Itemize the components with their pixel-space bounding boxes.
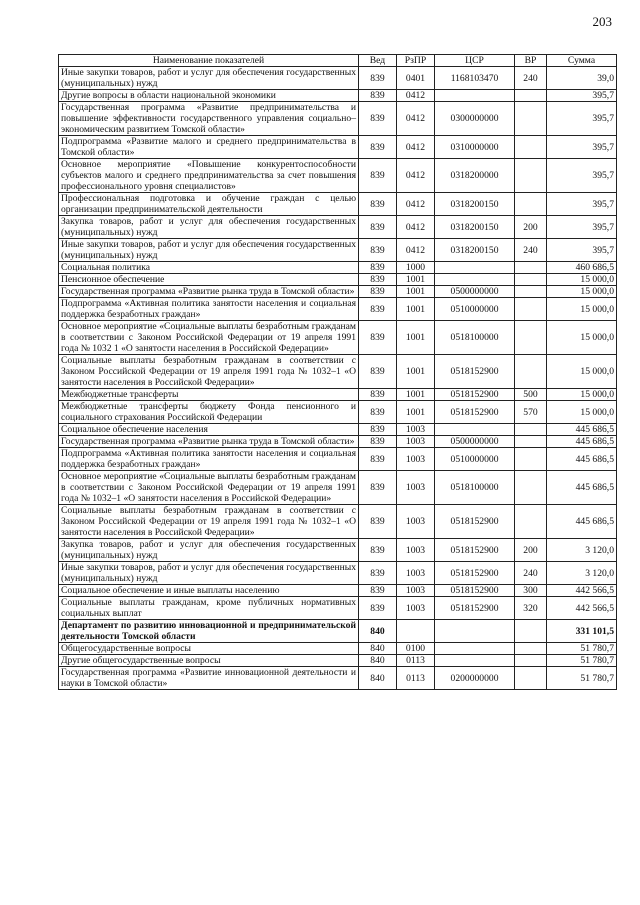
cell-ved: 839 xyxy=(359,539,397,562)
cell-vr xyxy=(515,424,547,436)
cell-rzpr: 0412 xyxy=(397,90,435,102)
cell-rzpr xyxy=(397,620,435,643)
cell-name: Социальная политика xyxy=(59,262,359,274)
cell-sum: 442 566,5 xyxy=(547,597,617,620)
cell-csr xyxy=(435,274,515,286)
cell-ved: 840 xyxy=(359,620,397,643)
cell-rzpr: 0412 xyxy=(397,216,435,239)
cell-ved: 839 xyxy=(359,424,397,436)
cell-ved: 839 xyxy=(359,597,397,620)
cell-csr xyxy=(435,424,515,436)
header-ved: Вед xyxy=(359,55,397,67)
table-row xyxy=(59,620,617,643)
cell-ved: 839 xyxy=(359,159,397,193)
cell-name: Подпрограмма «Активная политика занятости населения и социальная поддержка безработных граждан» xyxy=(59,298,359,321)
cell-rzpr: 1001 xyxy=(397,355,435,389)
cell-ved: 839 xyxy=(359,448,397,471)
budget-table xyxy=(58,54,617,690)
table-row xyxy=(59,193,617,216)
cell-rzpr: 0412 xyxy=(397,239,435,262)
cell-rzpr: 1001 xyxy=(397,274,435,286)
page-number: 203 xyxy=(592,14,612,29)
table-row xyxy=(59,102,617,136)
cell-vr xyxy=(515,655,547,667)
table-row xyxy=(59,136,617,159)
cell-rzpr: 1003 xyxy=(397,505,435,539)
table-header-row xyxy=(59,55,617,67)
cell-sum: 445 686,5 xyxy=(547,505,617,539)
cell-name: Основное мероприятие «Повышение конкурентоспособности субъектов малого и среднего предпринимательства за счет повышения профессионального уровня специалистов» xyxy=(59,159,359,193)
cell-name: Основное мероприятие «Социальные выплаты безработным гражданам в соответствии с Законом Российской Федерации от 19 апреля 1991 года № 1032–1 «О занятости населения в Российской Федерации» xyxy=(59,471,359,505)
cell-name: Департамент по развитию инновационной и предпринимательской деятельности Томской области xyxy=(59,620,359,643)
cell-ved: 839 xyxy=(359,262,397,274)
cell-csr: 0200000000 xyxy=(435,667,515,690)
cell-ved: 839 xyxy=(359,436,397,448)
cell-rzpr: 1001 xyxy=(397,401,435,424)
cell-name: Межбюджетные трансферты бюджету Фонда пенсионного и социального страхования Российской Федерации xyxy=(59,401,359,424)
cell-vr: 200 xyxy=(515,216,547,239)
cell-csr: 0518152900 xyxy=(435,597,515,620)
cell-ved: 839 xyxy=(359,471,397,505)
cell-name: Социальные выплаты безработным гражданам в соответствии с Законом Российской Федерации от 19 апреля 1991 года № 1032–1 «О занятости населения в Российской Федерации» xyxy=(59,505,359,539)
cell-name: Закупка товаров, работ и услуг для обеспечения государственных (муниципальных) нужд xyxy=(59,216,359,239)
cell-name: Социальные выплаты безработным гражданам в соответствии с Законом Российской Федерации от 19 апреля 1991 года № 1032–1 «О занятости населения в Российской Федерации» xyxy=(59,355,359,389)
cell-csr xyxy=(435,90,515,102)
table-row xyxy=(59,505,617,539)
table-row xyxy=(59,355,617,389)
table-row xyxy=(59,655,617,667)
cell-name: Государственная программа «Развитие инновационной деятельности и науки в Томской области» xyxy=(59,667,359,690)
cell-rzpr: 1003 xyxy=(397,471,435,505)
cell-rzpr: 1003 xyxy=(397,539,435,562)
cell-csr: 0518100000 xyxy=(435,321,515,355)
cell-sum: 51 780,7 xyxy=(547,655,617,667)
cell-sum: 15 000,0 xyxy=(547,286,617,298)
cell-name: Подпрограмма «Активная политика занятости населения и социальная поддержка безработных граждан» xyxy=(59,448,359,471)
cell-csr: 0310000000 xyxy=(435,136,515,159)
cell-sum: 395,7 xyxy=(547,159,617,193)
cell-name: Социальные выплаты гражданам, кроме публичных нормативных социальных выплат xyxy=(59,597,359,620)
cell-ved: 839 xyxy=(359,216,397,239)
cell-name: Иные закупки товаров, работ и услуг для обеспечения государственных (муниципальных) нужд xyxy=(59,562,359,585)
cell-rzpr: 1001 xyxy=(397,298,435,321)
cell-vr xyxy=(515,620,547,643)
table-row xyxy=(59,401,617,424)
cell-csr: 1168103470 xyxy=(435,67,515,90)
cell-ved: 840 xyxy=(359,667,397,690)
cell-vr: 300 xyxy=(515,585,547,597)
cell-rzpr: 1003 xyxy=(397,597,435,620)
cell-ved: 839 xyxy=(359,355,397,389)
cell-rzpr: 1003 xyxy=(397,585,435,597)
cell-rzpr: 0100 xyxy=(397,643,435,655)
cell-sum: 15 000,0 xyxy=(547,298,617,321)
cell-name: Иные закупки товаров, работ и услуг для обеспечения государственных (муниципальных) нужд xyxy=(59,239,359,262)
cell-rzpr: 1001 xyxy=(397,286,435,298)
cell-ved: 839 xyxy=(359,389,397,401)
cell-rzpr: 0412 xyxy=(397,102,435,136)
header-sum: Сумма xyxy=(547,55,617,67)
cell-csr: 0518152900 xyxy=(435,389,515,401)
cell-csr: 0318200000 xyxy=(435,159,515,193)
cell-rzpr: 1003 xyxy=(397,562,435,585)
table-row xyxy=(59,562,617,585)
cell-csr: 0300000000 xyxy=(435,102,515,136)
cell-sum: 39,0 xyxy=(547,67,617,90)
cell-sum: 395,7 xyxy=(547,239,617,262)
cell-rzpr: 1000 xyxy=(397,262,435,274)
cell-name: Межбюджетные трансферты xyxy=(59,389,359,401)
cell-sum: 15 000,0 xyxy=(547,389,617,401)
cell-csr: 0518152900 xyxy=(435,401,515,424)
cell-vr: 240 xyxy=(515,562,547,585)
cell-ved: 839 xyxy=(359,298,397,321)
cell-vr: 500 xyxy=(515,389,547,401)
cell-ved: 839 xyxy=(359,239,397,262)
cell-sum: 15 000,0 xyxy=(547,321,617,355)
cell-name: Другие общегосударственные вопросы xyxy=(59,655,359,667)
cell-sum: 395,7 xyxy=(547,102,617,136)
cell-ved: 839 xyxy=(359,90,397,102)
cell-vr xyxy=(515,505,547,539)
cell-vr xyxy=(515,448,547,471)
cell-vr: 320 xyxy=(515,597,547,620)
table-row xyxy=(59,274,617,286)
cell-vr xyxy=(515,298,547,321)
cell-ved: 839 xyxy=(359,286,397,298)
cell-vr xyxy=(515,159,547,193)
cell-vr xyxy=(515,286,547,298)
cell-csr xyxy=(435,620,515,643)
cell-sum: 331 101,5 xyxy=(547,620,617,643)
table-row xyxy=(59,239,617,262)
cell-rzpr: 1001 xyxy=(397,321,435,355)
table-row xyxy=(59,448,617,471)
cell-vr xyxy=(515,471,547,505)
cell-rzpr: 1003 xyxy=(397,436,435,448)
cell-ved: 839 xyxy=(359,401,397,424)
cell-vr xyxy=(515,136,547,159)
cell-vr: 240 xyxy=(515,239,547,262)
table-row xyxy=(59,597,617,620)
cell-ved: 839 xyxy=(359,562,397,585)
cell-csr: 0318200150 xyxy=(435,239,515,262)
cell-name: Иные закупки товаров, работ и услуг для обеспечения государственных (муниципальных) нужд xyxy=(59,67,359,90)
cell-csr xyxy=(435,655,515,667)
cell-ved: 839 xyxy=(359,505,397,539)
table-row xyxy=(59,389,617,401)
table-row xyxy=(59,585,617,597)
cell-sum: 15 000,0 xyxy=(547,401,617,424)
cell-csr: 0518152900 xyxy=(435,562,515,585)
cell-ved: 839 xyxy=(359,136,397,159)
cell-vr: 570 xyxy=(515,401,547,424)
cell-sum: 395,7 xyxy=(547,136,617,159)
cell-csr xyxy=(435,262,515,274)
cell-csr: 0510000000 xyxy=(435,298,515,321)
cell-name: Социальное обеспечение и иные выплаты населению xyxy=(59,585,359,597)
cell-sum: 15 000,0 xyxy=(547,274,617,286)
header-name: Наименование показателей xyxy=(59,55,359,67)
cell-csr: 0518152900 xyxy=(435,585,515,597)
cell-vr xyxy=(515,355,547,389)
cell-vr xyxy=(515,193,547,216)
cell-sum: 445 686,5 xyxy=(547,436,617,448)
table-row xyxy=(59,262,617,274)
cell-name: Основное мероприятие «Социальные выплаты безработным гражданам в соответствии с Законом Российской Федерации от 19 апреля 1991 года № 1032 1 «О занятости населения в Российской Федерации» xyxy=(59,321,359,355)
cell-rzpr: 1003 xyxy=(397,424,435,436)
cell-vr xyxy=(515,436,547,448)
table-row xyxy=(59,298,617,321)
cell-sum: 395,7 xyxy=(547,193,617,216)
table-row xyxy=(59,436,617,448)
cell-ved: 839 xyxy=(359,274,397,286)
cell-csr: 0510000000 xyxy=(435,448,515,471)
cell-sum: 3 120,0 xyxy=(547,539,617,562)
cell-sum: 3 120,0 xyxy=(547,562,617,585)
cell-rzpr: 0412 xyxy=(397,193,435,216)
cell-name: Государственная программа «Развитие предпринимательства и повышение эффективности государственного управления социально–экономическим развитием Томской области» xyxy=(59,102,359,136)
cell-vr: 240 xyxy=(515,67,547,90)
cell-name: Другие вопросы в области национальной экономики xyxy=(59,90,359,102)
table-row xyxy=(59,216,617,239)
table-row xyxy=(59,539,617,562)
cell-vr xyxy=(515,667,547,690)
header-csr: ЦСР xyxy=(435,55,515,67)
cell-sum: 445 686,5 xyxy=(547,471,617,505)
cell-rzpr: 1001 xyxy=(397,389,435,401)
cell-name: Государственная программа «Развитие рынка труда в Томской области» xyxy=(59,436,359,448)
cell-ved: 839 xyxy=(359,193,397,216)
cell-name: Пенсионное обеспечение xyxy=(59,274,359,286)
header-vr: ВР xyxy=(515,55,547,67)
cell-sum: 15 000,0 xyxy=(547,355,617,389)
cell-sum: 51 780,7 xyxy=(547,643,617,655)
cell-ved: 839 xyxy=(359,321,397,355)
header-rzpr: РзПР xyxy=(397,55,435,67)
cell-rzpr: 0412 xyxy=(397,136,435,159)
table-row xyxy=(59,159,617,193)
cell-csr xyxy=(435,643,515,655)
cell-rzpr: 0412 xyxy=(397,159,435,193)
table-row xyxy=(59,643,617,655)
table-row xyxy=(59,667,617,690)
cell-rzpr: 0113 xyxy=(397,655,435,667)
cell-sum: 51 780,7 xyxy=(547,667,617,690)
cell-vr xyxy=(515,321,547,355)
cell-csr: 0500000000 xyxy=(435,286,515,298)
cell-sum: 395,7 xyxy=(547,216,617,239)
cell-ved: 840 xyxy=(359,655,397,667)
cell-csr: 0518152900 xyxy=(435,355,515,389)
cell-sum: 445 686,5 xyxy=(547,424,617,436)
cell-vr xyxy=(515,262,547,274)
cell-csr: 0518152900 xyxy=(435,505,515,539)
cell-csr: 0518100000 xyxy=(435,471,515,505)
cell-rzpr: 0401 xyxy=(397,67,435,90)
cell-vr xyxy=(515,274,547,286)
cell-name: Социальное обеспечение населения xyxy=(59,424,359,436)
cell-name: Закупка товаров, работ и услуг для обеспечения государственных (муниципальных) нужд xyxy=(59,539,359,562)
table-row xyxy=(59,90,617,102)
cell-name: Подпрограмма «Развитие малого и среднего предпринимательства в Томской области» xyxy=(59,136,359,159)
cell-csr: 0518152900 xyxy=(435,539,515,562)
cell-ved: 839 xyxy=(359,102,397,136)
cell-rzpr: 0113 xyxy=(397,667,435,690)
cell-ved: 840 xyxy=(359,643,397,655)
cell-vr xyxy=(515,90,547,102)
cell-sum: 445 686,5 xyxy=(547,448,617,471)
cell-csr: 0318200150 xyxy=(435,216,515,239)
cell-ved: 839 xyxy=(359,67,397,90)
cell-sum: 442 566,5 xyxy=(547,585,617,597)
cell-vr xyxy=(515,102,547,136)
cell-name: Профессиональная подготовка и обучение граждан с целью организации предпринимательской деятельности xyxy=(59,193,359,216)
cell-ved: 839 xyxy=(359,585,397,597)
table-row xyxy=(59,321,617,355)
table-row xyxy=(59,424,617,436)
cell-name: Общегосударственные вопросы xyxy=(59,643,359,655)
cell-vr: 200 xyxy=(515,539,547,562)
cell-vr xyxy=(515,643,547,655)
cell-csr: 0318200150 xyxy=(435,193,515,216)
table-row xyxy=(59,471,617,505)
cell-sum: 395,7 xyxy=(547,90,617,102)
table-row xyxy=(59,286,617,298)
table-row xyxy=(59,67,617,90)
cell-sum: 460 686,5 xyxy=(547,262,617,274)
cell-rzpr: 1003 xyxy=(397,448,435,471)
cell-csr: 0500000000 xyxy=(435,436,515,448)
cell-name: Государственная программа «Развитие рынка труда в Томской области» xyxy=(59,286,359,298)
